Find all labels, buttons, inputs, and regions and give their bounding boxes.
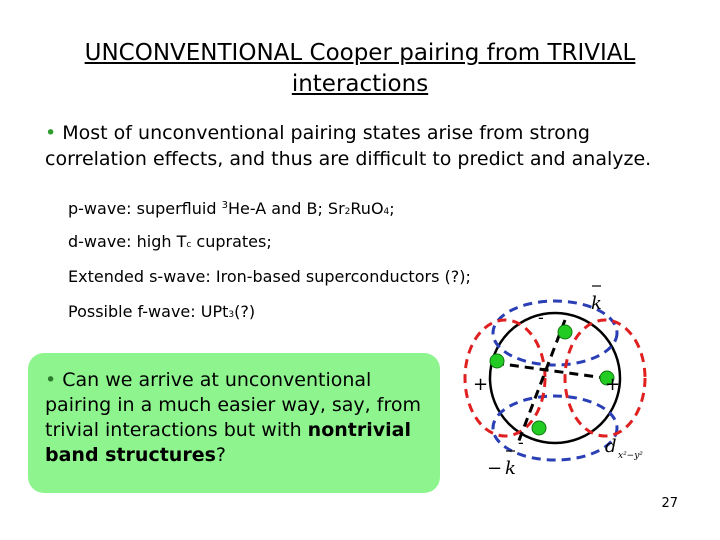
d-wave-item	[68, 232, 272, 255]
p-wave-item	[68, 196, 395, 222]
question-bold-band-structures: band structures	[45, 444, 216, 466]
green-dot-left	[490, 354, 504, 368]
question-text-end: ?	[215, 444, 226, 466]
p-wave-prefix: p-wave: superfluid	[68, 199, 222, 218]
plus-sign-left: +	[473, 374, 489, 395]
bullet-marker: •	[45, 122, 57, 144]
question-text-start: Can we arrive at unconventional pairing in a much easier way, say, from trivial interactions but with	[45, 369, 421, 441]
minus-sign-top: -	[538, 308, 544, 327]
p-wave-end: ;	[389, 199, 395, 218]
p-wave-mid: He-A and B; Sr	[227, 199, 345, 218]
p-wave-o: O	[370, 199, 384, 218]
negative-sign: −	[487, 458, 503, 479]
neg-k-label: k	[505, 458, 516, 479]
he3-superscript: 3	[221, 200, 228, 211]
page-number: 27	[661, 496, 678, 511]
green-dot-bottom	[532, 421, 546, 435]
pairing-diagram	[455, 278, 705, 488]
minus-sign-bottom: -	[518, 433, 524, 452]
plus-sign-right: +	[605, 374, 621, 395]
ext-s-wave-item: Extended s-wave: Iron-based superconductors (?);	[68, 267, 471, 286]
question-bullet-marker: •	[45, 369, 57, 391]
f-wave-end: (?)	[234, 302, 256, 321]
d-wave-prefix: d-wave: high T	[68, 232, 187, 251]
p-wave-ru: Ru	[350, 199, 371, 218]
d-label: d	[605, 436, 617, 457]
o-subscript: 4	[383, 207, 390, 217]
tc-subscript: c	[186, 240, 192, 250]
k-label: k	[591, 293, 602, 314]
title-line-1: UNCONVENTIONAL Cooper pairing from TRIVIAL	[84, 40, 636, 66]
f-wave-prefix: Possible f-wave: UPt	[68, 302, 229, 321]
upt-subscript: 3	[228, 310, 235, 320]
d-wave-end: cuprates;	[191, 232, 272, 251]
green-dot-top	[558, 325, 572, 339]
question-bold-nontrivial: nontrivial	[307, 419, 411, 441]
f-wave-item	[68, 302, 255, 325]
title-line-2: interactions	[291, 71, 429, 97]
question-text	[45, 368, 435, 468]
main-bullet-text: Most of unconventional pairing states arise from strong correlation effects, and thus are difficult to predict and analyze.	[45, 122, 652, 170]
sr-subscript: 2	[344, 207, 351, 217]
main-bullet	[45, 120, 685, 172]
slide-title	[60, 38, 660, 100]
d-label-subscript: x²−y²	[618, 451, 643, 461]
